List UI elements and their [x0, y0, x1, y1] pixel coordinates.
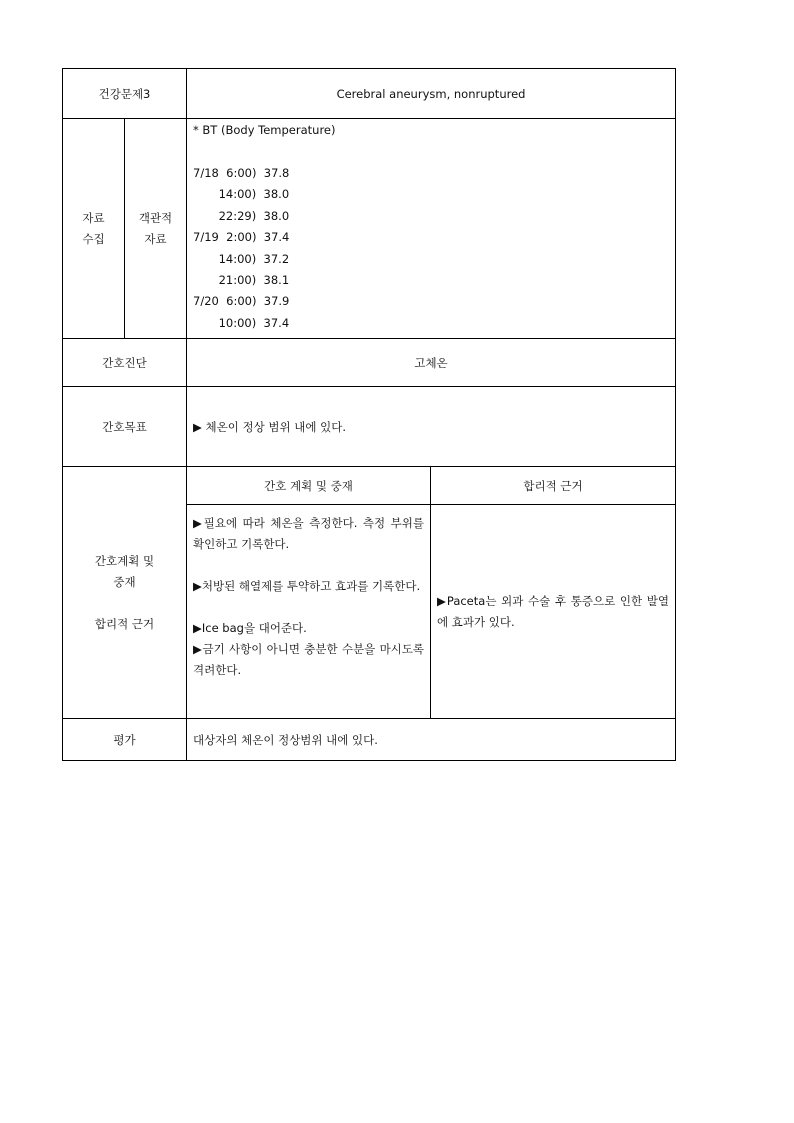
intervention-item: ▶Ice bag을 대어준다.	[193, 621, 307, 636]
problem-title: Cerebral aneurysm, nonruptured	[187, 69, 676, 119]
intervention-column-header: 간호 계획 및 중재	[187, 467, 431, 505]
bt-reading: 14:00) 38.0	[193, 187, 290, 202]
nursing-care-plan-table	[62, 68, 676, 761]
bt-reading: 14:00) 37.2	[193, 251, 290, 266]
bt-reading: 7/19 2:00) 37.4	[193, 230, 290, 245]
plan-header-row	[63, 467, 676, 505]
rationale-column-header: 합리적 근거	[431, 467, 676, 505]
diagnosis-value: 고체온	[187, 339, 676, 387]
bt-reading: 7/18 6:00) 37.8	[193, 166, 290, 180]
bt-reading: 21:00) 38.1	[193, 272, 290, 287]
plan-label-line1: 간호계획 및	[94, 553, 155, 568]
objective-data-label-line2: 자료	[144, 231, 167, 246]
goal-label: 간호목표	[63, 387, 187, 467]
plan-label-line3: 합리적 근거	[94, 616, 155, 631]
bt-reading: 22:29) 38.0	[193, 208, 290, 223]
plan-label-line2: 중재	[113, 574, 136, 589]
bt-reading: 7/20 6:00) 37.9	[193, 294, 290, 309]
bt-heading: * BT (Body Temperature)	[193, 123, 336, 137]
objective-data-label-line1: 객관적	[138, 210, 173, 225]
problem-label: 건강문제3	[63, 69, 187, 119]
diagnosis-label: 간호진단	[63, 339, 187, 387]
objective-data-label	[125, 119, 187, 339]
diagnosis-row	[63, 339, 676, 387]
intervention-item: ▶필요에 따라 체온을 측정한다. 측정 부위를 확인하고 기록한다.	[193, 516, 425, 552]
data-collection-label	[63, 119, 125, 339]
intervention-cell	[187, 505, 431, 719]
problem-row	[63, 69, 676, 119]
intervention-item: ▶처방된 해열제를 투약하고 효과를 기록한다.	[193, 579, 421, 594]
plan-label	[63, 467, 187, 719]
goal-row	[63, 387, 676, 467]
intervention-item: ▶금기 사항이 아니면 충분한 수분을 마시도록 격려한다.	[193, 642, 425, 678]
rationale-cell: ▶Paceta는 외과 수술 후 통증으로 인한 발열에 효과가 있다.	[431, 505, 676, 719]
body-temperature-block	[187, 119, 676, 339]
evaluation-label: 평가	[63, 719, 187, 761]
evaluation-value: 대상자의 체온이 정상범위 내에 있다.	[187, 719, 676, 761]
goal-value: ▶ 체온이 정상 범위 내에 있다.	[187, 387, 676, 467]
data-collection-label-line1: 자료	[82, 210, 105, 225]
evaluation-row	[63, 719, 676, 761]
data-collection-label-line2: 수집	[82, 231, 105, 246]
bt-reading: 10:00) 37.4	[193, 315, 290, 330]
data-collection-row	[63, 119, 676, 339]
